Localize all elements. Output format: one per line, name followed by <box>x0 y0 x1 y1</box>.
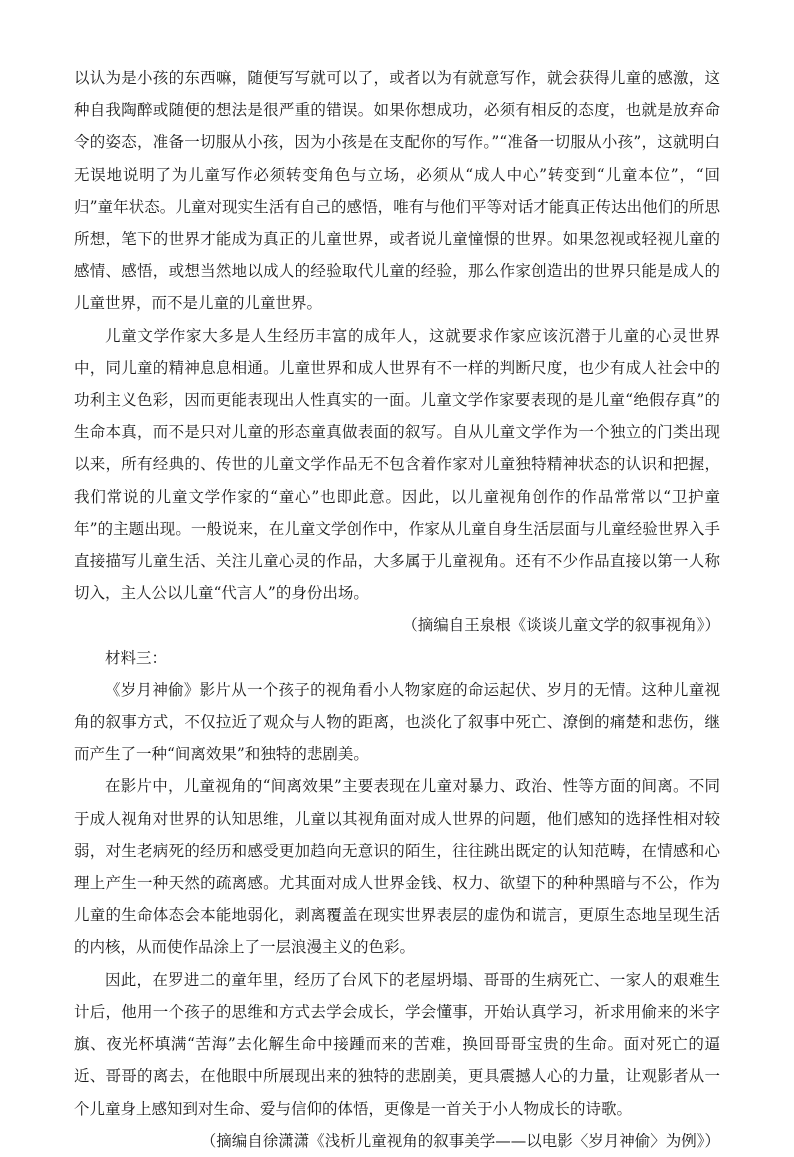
paragraph-childhood-story: 因此，在罗进二的童年里，经历了台风下的老屋坍塌、哥哥的生病死亡、一家人的艰难生计后，他用一个孩子的思维和方式去学会成长，学会懂事，开始认真学习，祈求用偷来的米字旗、夜光杯填满“苦海”去化解生命中接踵而来的苦难，换回哥哥宝贵的生命。面对死亡的逼近、哥哥的离去，在他眼中所展现出来的独特的悲剧美，更具震撼人心的力量，让观影者从一个儿童身上感知到对生命、爱与信仰的体悟，更像是一首关于小人物成长的诗歌。 <box>74 970 720 1118</box>
paragraph-continued: 以认为是小孩的东西嘛，随便写写就可以了，或者以为有就意写作，就会获得儿童的感激，这种自我陶醉或随便的想法是很严重的错误。如果你想成功，必须有相反的态度，也就是放弃命令的姿态，准备一切服从小孩，因为小孩是在支配你的写作。”“准备一切服从小孩”，这就明白无误地说明了为儿童写作必须转变角色与立场，必须从“成人中心”转变到“儿童本位”，“回归”童年状态。儿童对现实生活有自己的感悟，唯有与他们平等对话才能真正传达出他们的所思所想，笔下的世界才能成为真正的儿童世界，或者说儿童憧憬的世界。如果忽视或轻视儿童的感情、感悟，或想当然地以成人的经验取代儿童的经验，那么作家创造出的世界只能是成人的儿童世界，而不是儿童的儿童世界。 <box>74 69 720 313</box>
material-three-label: 材料三： <box>105 648 168 667</box>
paragraph-distancing-effect: 在影片中，儿童视角的“间离效果”主要表现在儿童对暴力、政治、性等方面的间离。不同于成人视角对世界的认知思维，儿童以其视角面对成人世界的问题，他们感知的选择性相对较弱，对生老病死的经历和感受更加趋向无意识的陌生，往往跳出既定的认知范畴，在情感和心理上产生一种天然的疏离感。尤其面对成人世界金钱、权力、欲望下的种种黑暗与不公，作为儿童的生命体态会本能地弱化，剥离覆盖在现实世界表层的虚伪和谎言，更原生态地呈现生活的内核，从而使作品涂上了一层浪漫主义的色彩。 <box>74 777 720 957</box>
paragraph-film-intro: 《岁月神偷》影片从一个孩子的视角看小人物家庭的命运起伏、岁月的无情。这种儿童视角的叙事方式，不仅拉近了观众与人物的距离，也淡化了叙事中死亡、潦倒的痛楚和悲伤，继而产生了一种“间离效果”和独特的悲剧美。 <box>74 680 720 764</box>
source-citation-1: （摘编自王泉根《谈谈儿童文学的叙事视角》） <box>402 616 720 635</box>
source-citation-2: （摘编自徐潇潇《浅析儿童视角的叙事美学——以电影〈岁月神偷〉为例》） <box>200 1131 720 1150</box>
paragraph-children-writers: 儿童文学作家大多是人生经历丰富的成年人，这就要求作家应该沉潜于儿童的心灵世界中，同儿童的精神息息相通。儿童世界和成人世界有不一样的判断尺度，也少有成人社会中的功利主义色彩，因而更能表现出人性真实的一面。儿童文学作家要表现的是儿童“绝假存真”的生命本真，而不是只对儿童的形态童真做表面的叙写。自从儿童文学作为一个独立的门类出现以来，所有经典的、传世的儿童文学作品无不包含着作家对儿童独特精神状态的认识和把握，我们常说的儿童文学作家的“童心”也即此意。因此，以儿童视角创作的作品常常以“卫护童年”的主题出现。一般说来，在儿童文学创作中，作家从儿童自身生活层面与儿童经验世界入手直接描写儿童生活、关注儿童心灵的作品，大多属于儿童视角。还有不少作品直接以第一人称切入，主人公以儿童“代言人”的身份出场。 <box>74 326 720 603</box>
document-page <box>74 62 720 1157</box>
